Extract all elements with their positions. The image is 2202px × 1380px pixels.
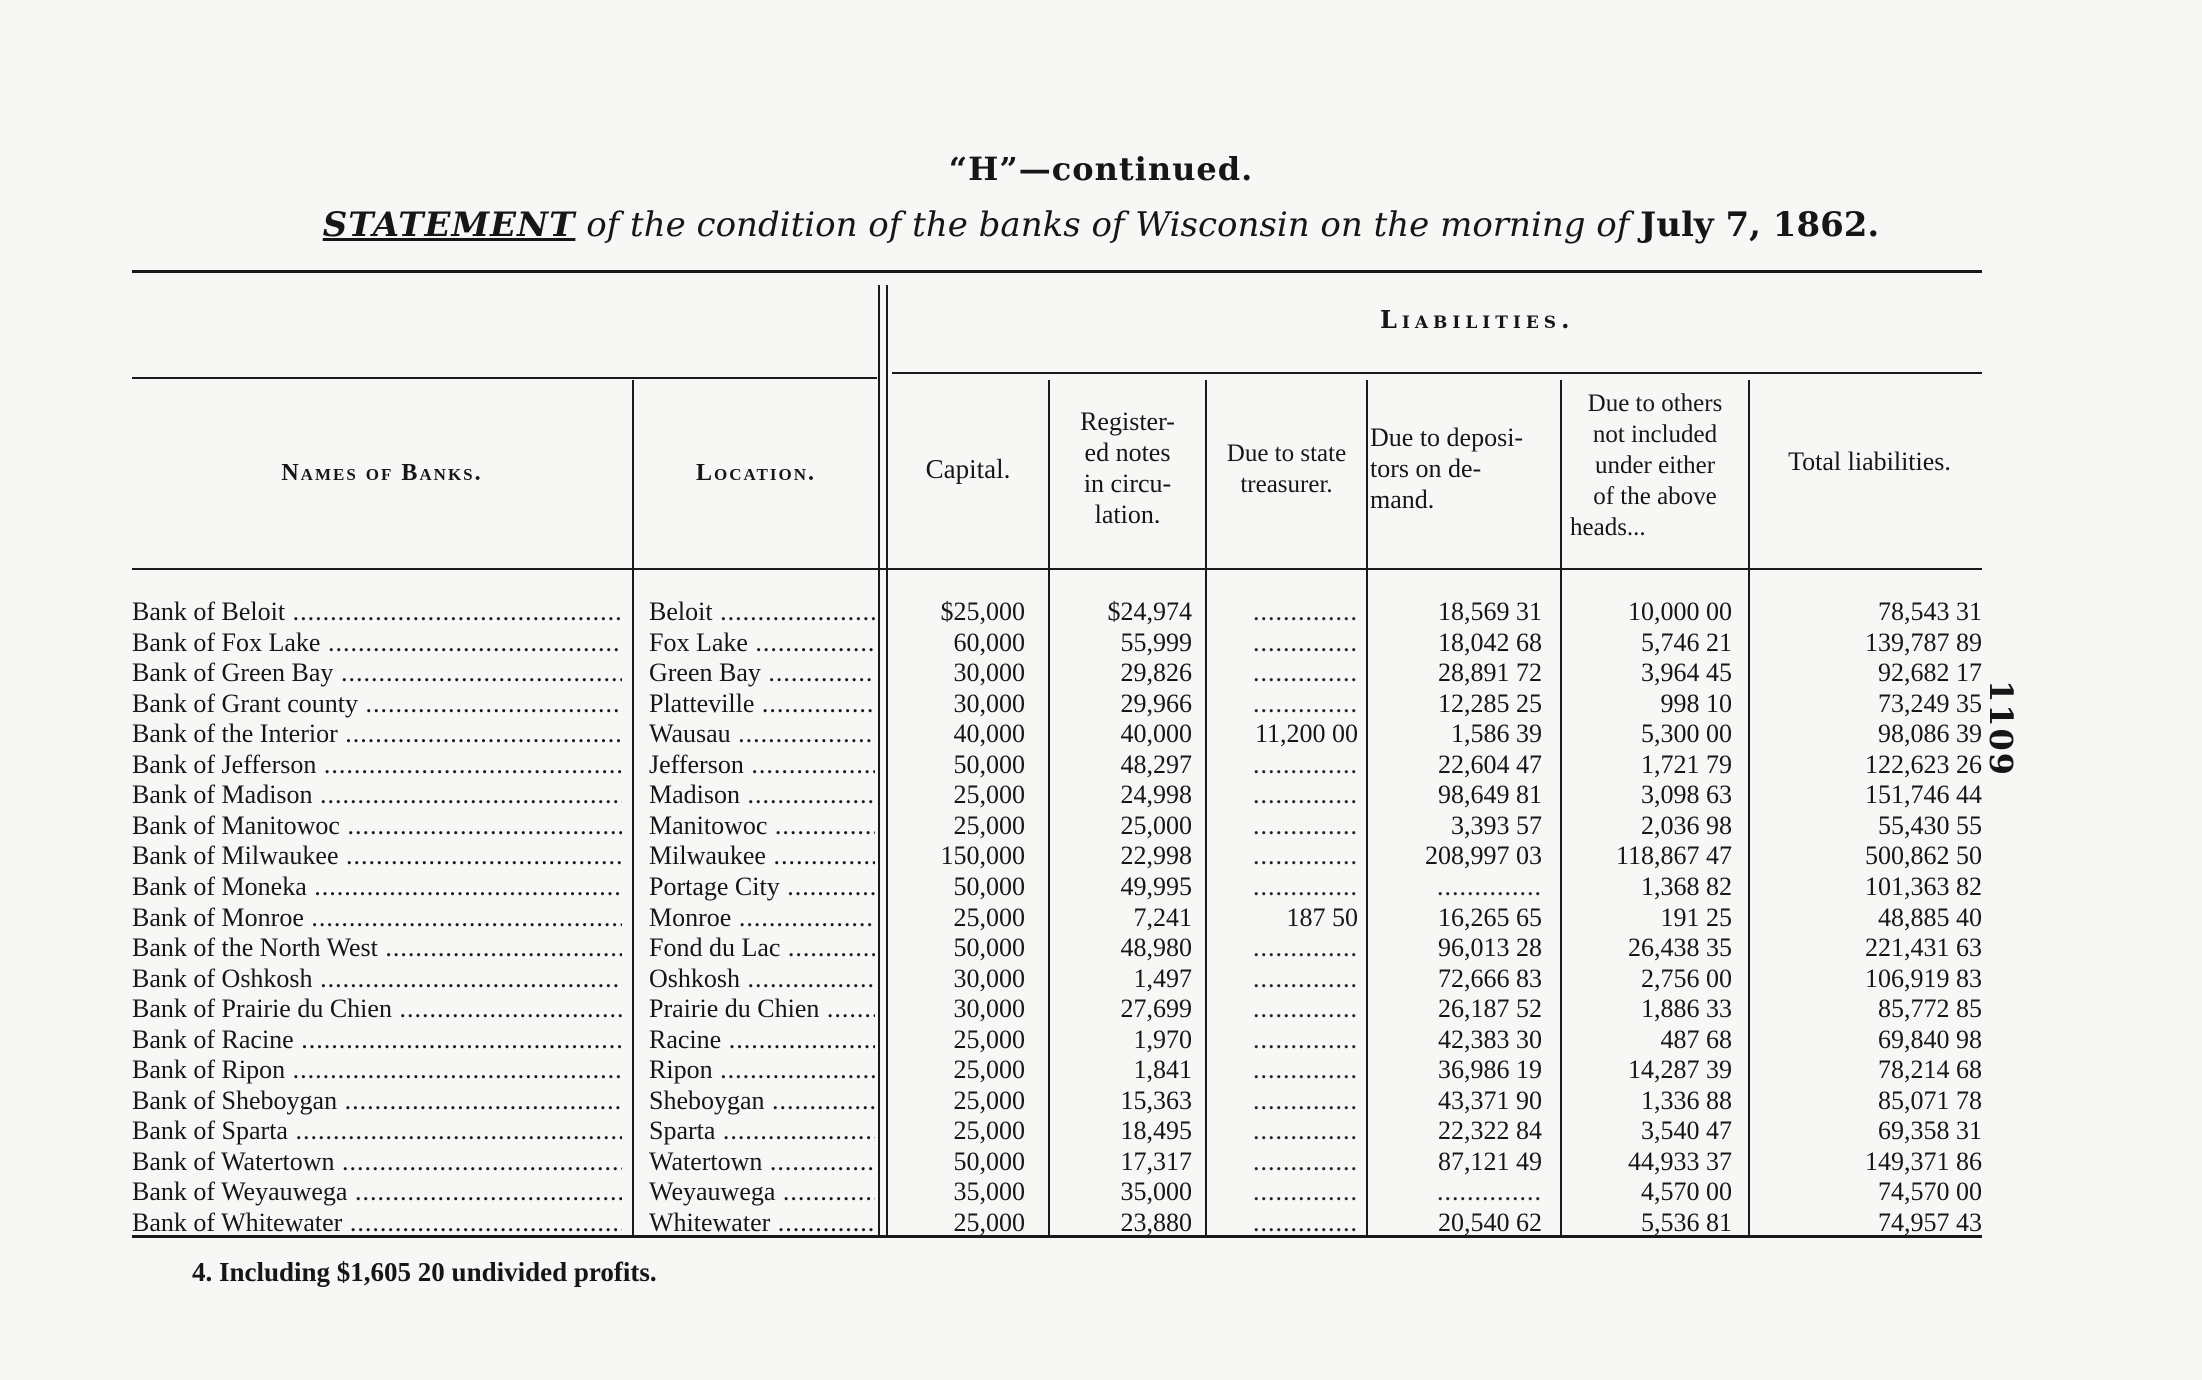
capital-cell: $25,000 <box>940 597 1025 626</box>
due-state-cell: .............. <box>1253 1055 1358 1085</box>
title-rest: of the condition of the banks of Wisconsin on the morning of <box>575 205 1641 245</box>
due-depositors-cell: .............. <box>1437 1177 1542 1207</box>
total-liabilities-cell: 55,430 55 <box>1878 810 1982 840</box>
total-liabilities-cell: 74,570 00 <box>1878 1177 1982 1207</box>
due-others-cell: 5,536 81 <box>1641 1208 1732 1237</box>
table-row <box>0 658 2202 688</box>
registered-notes-cell: 35,000 <box>1120 1177 1192 1207</box>
registered-notes-cell: 49,995 <box>1120 871 1192 901</box>
title-lead: STATEMENT <box>322 205 576 245</box>
due-others-cell: 1,336 88 <box>1641 1085 1732 1115</box>
due-others-cell: 5,300 00 <box>1641 719 1732 749</box>
due-others-cell: 1,886 33 <box>1641 994 1732 1024</box>
header-due-others-line-3: under either <box>1594 452 1716 479</box>
total-liabilities-cell: 151,746 44 <box>1865 780 1982 810</box>
registered-notes-cell: 29,826 <box>1120 658 1192 688</box>
due-depositors-cell: 1,586 39 <box>1451 719 1542 749</box>
table-row <box>0 719 2202 749</box>
liabilities-group-header: Liabilities. <box>1380 305 1575 334</box>
due-state-cell: .............. <box>1253 1116 1358 1146</box>
due-state-cell: .............. <box>1253 1085 1358 1115</box>
bank-name: Bank of Racine ..... <box>132 1025 622 1055</box>
capital-cell: 35,000 <box>953 1177 1025 1207</box>
due-state-cell: 187 50 <box>1286 902 1358 932</box>
table-row <box>0 1147 2202 1177</box>
due-others-cell: 487 68 <box>1660 1024 1732 1054</box>
due-others-cell: 10,000 00 <box>1628 597 1732 626</box>
bank-name: Bank of Manitowoc ..... <box>132 811 622 841</box>
due-others-cell: 3,964 45 <box>1641 658 1732 688</box>
bank-name: Bank of Watertown ..... <box>132 1147 622 1177</box>
total-liabilities-cell: 98,086 39 <box>1878 719 1982 749</box>
header-bottom-rule <box>132 568 1982 570</box>
header-capital: Capital. <box>925 454 1011 484</box>
due-state-cell: .............. <box>1253 688 1358 718</box>
registered-notes-cell: 1,497 <box>1133 963 1192 993</box>
capital-cell: 50,000 <box>953 933 1025 963</box>
registered-notes-cell: 40,000 <box>1120 719 1192 749</box>
table-top-rule <box>132 270 1982 273</box>
table-row <box>0 994 2202 1024</box>
registered-notes-cell: 48,297 <box>1120 749 1192 779</box>
due-depositors-cell: 42,383 30 <box>1438 1024 1542 1054</box>
header-total: Total liabilities. <box>1788 447 1951 476</box>
bank-location: Racine ..... <box>649 1025 875 1055</box>
capital-cell: 25,000 <box>953 1085 1025 1115</box>
due-others-cell: 3,098 63 <box>1641 780 1732 810</box>
bank-location: Portage City ..... <box>649 872 875 902</box>
due-others-cell: 2,756 00 <box>1641 963 1732 993</box>
due-state-cell: .............. <box>1253 1177 1358 1207</box>
capital-cell: 30,000 <box>953 963 1025 993</box>
due-depositors-cell: 3,393 57 <box>1451 810 1542 840</box>
registered-notes-cell: 1,841 <box>1133 1055 1192 1085</box>
due-others-cell: 5,746 21 <box>1641 627 1732 657</box>
header-due-depositors-line-2: tors on de- <box>1370 454 1482 483</box>
header-due-depositors <box>1370 422 1558 515</box>
bank-name: Bank of Milwaukee ..... <box>132 841 622 871</box>
bank-location: Weyauwega ..... <box>649 1177 875 1207</box>
due-state-cell: .............. <box>1253 749 1358 779</box>
table-row <box>0 811 2202 841</box>
table-row <box>0 872 2202 902</box>
header-due-state-line-2: treasurer. <box>1240 471 1333 498</box>
bank-location: Fox Lake ..... <box>649 628 875 658</box>
due-depositors-cell: .............. <box>1437 871 1542 901</box>
header-registered <box>1050 406 1205 530</box>
due-others-cell: 4,570 00 <box>1641 1177 1732 1207</box>
due-depositors-cell: 26,187 52 <box>1438 994 1542 1024</box>
names-rule <box>132 377 877 379</box>
total-liabilities-cell: 139,787 89 <box>1865 627 1982 657</box>
due-depositors-cell: 72,666 83 <box>1438 963 1542 993</box>
table-row <box>0 780 2202 810</box>
statement-title <box>0 205 2202 245</box>
table-row <box>0 1025 2202 1055</box>
capital-cell: 25,000 <box>953 810 1025 840</box>
capital-cell: 30,000 <box>953 994 1025 1024</box>
registered-notes-cell: 23,880 <box>1120 1208 1192 1237</box>
header-due-others <box>1562 388 1748 543</box>
due-state-cell: .............. <box>1253 1024 1358 1054</box>
table-row <box>0 964 2202 994</box>
registered-notes-cell: 24,998 <box>1120 780 1192 810</box>
capital-cell: 25,000 <box>953 1208 1025 1237</box>
bank-location: Whitewater ..... <box>649 1208 875 1238</box>
registered-notes-cell: 7,241 <box>1133 902 1192 932</box>
header-registered-line-3: in circu- <box>1083 469 1172 498</box>
bank-location: Oshkosh ..... <box>649 964 875 994</box>
bank-location: Ripon ..... <box>649 1055 875 1085</box>
due-others-cell: 998 10 <box>1660 688 1732 718</box>
header-due-others-line-4: of the above <box>1593 483 1717 510</box>
capital-cell: 40,000 <box>953 719 1025 749</box>
due-state-cell: 11,200 00 <box>1254 719 1358 749</box>
due-state-cell: .............. <box>1253 1146 1358 1176</box>
total-liabilities-cell: 149,371 86 <box>1865 1146 1982 1176</box>
header-registered-line-2: ed notes <box>1084 438 1171 467</box>
due-depositors-cell: 28,891 72 <box>1438 658 1542 688</box>
table-row <box>0 933 2202 963</box>
capital-cell: 25,000 <box>953 1116 1025 1146</box>
registered-notes-cell: 27,699 <box>1120 994 1192 1024</box>
due-state-cell: .............. <box>1253 871 1358 901</box>
due-others-cell: 44,933 37 <box>1628 1146 1732 1176</box>
header-due-others-line-1: Due to others <box>1587 390 1723 417</box>
bank-name: Bank of Madison ..... <box>132 780 622 810</box>
bank-location: Platteville ..... <box>649 689 875 719</box>
bank-location: Sheboygan ..... <box>649 1086 875 1116</box>
total-liabilities-cell: 74,957 43 <box>1878 1208 1982 1237</box>
due-others-cell: 1,721 79 <box>1641 749 1732 779</box>
due-depositors-cell: 22,322 84 <box>1438 1116 1542 1146</box>
bank-name: Bank of Beloit ..... <box>132 597 622 627</box>
bank-name: Bank of Weyauwega ..... <box>132 1177 622 1207</box>
header-names: Names of Banks. <box>281 460 483 486</box>
due-state-cell: .............. <box>1253 658 1358 688</box>
bank-location: Monroe ..... <box>649 903 875 933</box>
total-liabilities-cell: 69,840 98 <box>1878 1024 1982 1054</box>
capital-cell: 50,000 <box>953 871 1025 901</box>
due-depositors-cell: 22,604 47 <box>1438 749 1542 779</box>
due-depositors-cell: 16,265 65 <box>1438 902 1542 932</box>
page-number: 1109 <box>1982 680 2020 778</box>
due-others-cell: 26,438 35 <box>1628 933 1732 963</box>
bank-location: Watertown ..... <box>649 1147 875 1177</box>
bank-name: Bank of Moneka ..... <box>132 872 622 902</box>
table-row <box>0 1116 2202 1146</box>
due-others-cell: 14,287 39 <box>1628 1055 1732 1085</box>
header-due-state-line-1: Due to state <box>1226 440 1347 467</box>
due-state-cell: .............. <box>1253 597 1358 626</box>
capital-cell: 150,000 <box>940 841 1025 871</box>
due-depositors-cell: 18,569 31 <box>1438 597 1542 626</box>
table-row <box>0 841 2202 871</box>
bank-name: Bank of Jefferson ..... <box>132 750 622 780</box>
capital-cell: 25,000 <box>953 902 1025 932</box>
bank-location: Fond du Lac ..... <box>649 933 875 963</box>
bank-location: Manitowoc ..... <box>649 811 875 841</box>
registered-notes-cell: 18,495 <box>1120 1116 1192 1146</box>
due-state-cell: .............. <box>1253 810 1358 840</box>
due-others-cell: 1,368 82 <box>1641 871 1732 901</box>
bank-location: Green Bay ..... <box>649 658 875 688</box>
due-state-cell: .............. <box>1253 627 1358 657</box>
bank-location: Wausau ..... <box>649 719 875 749</box>
bank-name: Bank of Ripon ..... <box>132 1055 622 1085</box>
due-depositors-cell: 208,997 03 <box>1425 841 1542 871</box>
registered-notes-cell: 29,966 <box>1120 688 1192 718</box>
table-row <box>0 1208 2202 1238</box>
bank-location: Milwaukee ..... <box>649 841 875 871</box>
due-state-cell: .............. <box>1253 933 1358 963</box>
total-liabilities-cell: 85,772 85 <box>1878 994 1982 1024</box>
table-row <box>0 628 2202 658</box>
due-others-cell: 2,036 98 <box>1641 810 1732 840</box>
total-liabilities-cell: 500,862 50 <box>1865 841 1982 871</box>
footnote: 4. Including $1,605 20 undivided profits. <box>192 1257 657 1287</box>
continued-heading: “H”—continued. <box>948 150 1254 188</box>
bank-name: Bank of Grant county ..... <box>132 689 622 719</box>
total-liabilities-cell: 78,214 68 <box>1878 1055 1982 1085</box>
due-depositors-cell: 96,013 28 <box>1438 933 1542 963</box>
bank-location: Prairie du Chien ..... <box>649 994 875 1024</box>
total-liabilities-cell: 122,623 26 <box>1865 749 1982 779</box>
table-row <box>0 903 2202 933</box>
header-registered-line-4: lation. <box>1094 500 1161 529</box>
total-liabilities-cell: 78,543 31 <box>1878 597 1982 626</box>
capital-cell: 50,000 <box>953 1146 1025 1176</box>
total-liabilities-cell: 73,249 35 <box>1878 688 1982 718</box>
due-state-cell: .............. <box>1253 994 1358 1024</box>
capital-cell: 50,000 <box>953 749 1025 779</box>
due-others-cell: 118,867 47 <box>1615 841 1732 871</box>
header-due-state <box>1207 438 1366 500</box>
header-due-others-line-5: heads... <box>1570 514 1646 541</box>
bank-name: Bank of Prairie du Chien ..... <box>132 994 622 1024</box>
total-liabilities-cell: 85,071 78 <box>1878 1085 1982 1115</box>
due-depositors-cell: 20,540 62 <box>1438 1208 1542 1237</box>
due-depositors-cell: 18,042 68 <box>1438 627 1542 657</box>
capital-cell: 25,000 <box>953 1024 1025 1054</box>
bank-name: Bank of Sheboygan ..... <box>132 1086 622 1116</box>
registered-notes-cell: 25,000 <box>1120 810 1192 840</box>
due-depositors-cell: 12,285 25 <box>1438 688 1542 718</box>
title-date: July 7, 1862. <box>1640 205 1880 245</box>
liabilities-rule <box>892 372 1982 374</box>
bank-name: Bank of Monroe ..... <box>132 903 622 933</box>
registered-notes-cell: 1,970 <box>1133 1024 1192 1054</box>
due-depositors-cell: 36,986 19 <box>1438 1055 1542 1085</box>
due-state-cell: .............. <box>1253 780 1358 810</box>
due-depositors-cell: 87,121 49 <box>1438 1146 1542 1176</box>
table-row <box>0 597 2202 627</box>
bank-location: Beloit ..... <box>649 597 875 627</box>
bank-location: Madison ..... <box>649 780 875 810</box>
registered-notes-cell: 22,998 <box>1120 841 1192 871</box>
due-state-cell: .............. <box>1253 841 1358 871</box>
bank-name: Bank of Whitewater ..... <box>132 1208 622 1238</box>
bank-name: Bank of the Interior ..... <box>132 719 622 749</box>
total-liabilities-cell: 106,919 83 <box>1865 963 1982 993</box>
due-others-cell: 191 25 <box>1660 902 1732 932</box>
capital-cell: 30,000 <box>953 658 1025 688</box>
capital-cell: 30,000 <box>953 688 1025 718</box>
bank-name: Bank of Oshkosh ..... <box>132 964 622 994</box>
registered-notes-cell: 48,980 <box>1120 933 1192 963</box>
bank-location: Sparta ..... <box>649 1116 875 1146</box>
bank-location: Jefferson ..... <box>649 750 875 780</box>
capital-cell: 25,000 <box>953 780 1025 810</box>
header-due-depositors-line-3: mand. <box>1370 485 1435 514</box>
total-liabilities-cell: 92,682 17 <box>1878 658 1982 688</box>
header-location: Location. <box>696 460 816 486</box>
total-liabilities-cell: 48,885 40 <box>1878 902 1982 932</box>
capital-cell: 60,000 <box>953 627 1025 657</box>
bank-name: Bank of the North West ..... <box>132 933 622 963</box>
due-state-cell: .............. <box>1253 1208 1358 1237</box>
due-others-cell: 3,540 47 <box>1641 1116 1732 1146</box>
bank-name: Bank of Fox Lake ..... <box>132 628 622 658</box>
header-due-others-line-2: not included <box>1592 421 1718 448</box>
bank-name: Bank of Sparta ..... <box>132 1116 622 1146</box>
registered-notes-cell: 55,999 <box>1120 627 1192 657</box>
header-registered-line-1: Register- <box>1080 407 1175 436</box>
registered-notes-cell: $24,974 <box>1107 597 1192 626</box>
total-liabilities-cell: 69,358 31 <box>1878 1116 1982 1146</box>
registered-notes-cell: 17,317 <box>1120 1146 1192 1176</box>
capital-cell: 25,000 <box>953 1055 1025 1085</box>
due-depositors-cell: 43,371 90 <box>1438 1085 1542 1115</box>
header-due-depositors-line-1: Due to deposi- <box>1370 423 1524 452</box>
table-row <box>0 750 2202 780</box>
total-liabilities-cell: 101,363 82 <box>1865 871 1982 901</box>
table-row <box>0 1086 2202 1116</box>
registered-notes-cell: 15,363 <box>1120 1085 1192 1115</box>
due-depositors-cell: 98,649 81 <box>1438 780 1542 810</box>
table-row <box>0 1055 2202 1085</box>
table-row <box>0 689 2202 719</box>
bank-name: Bank of Green Bay ..... <box>132 658 622 688</box>
total-liabilities-cell: 221,431 63 <box>1865 933 1982 963</box>
due-state-cell: .............. <box>1253 963 1358 993</box>
table-row <box>0 1177 2202 1207</box>
